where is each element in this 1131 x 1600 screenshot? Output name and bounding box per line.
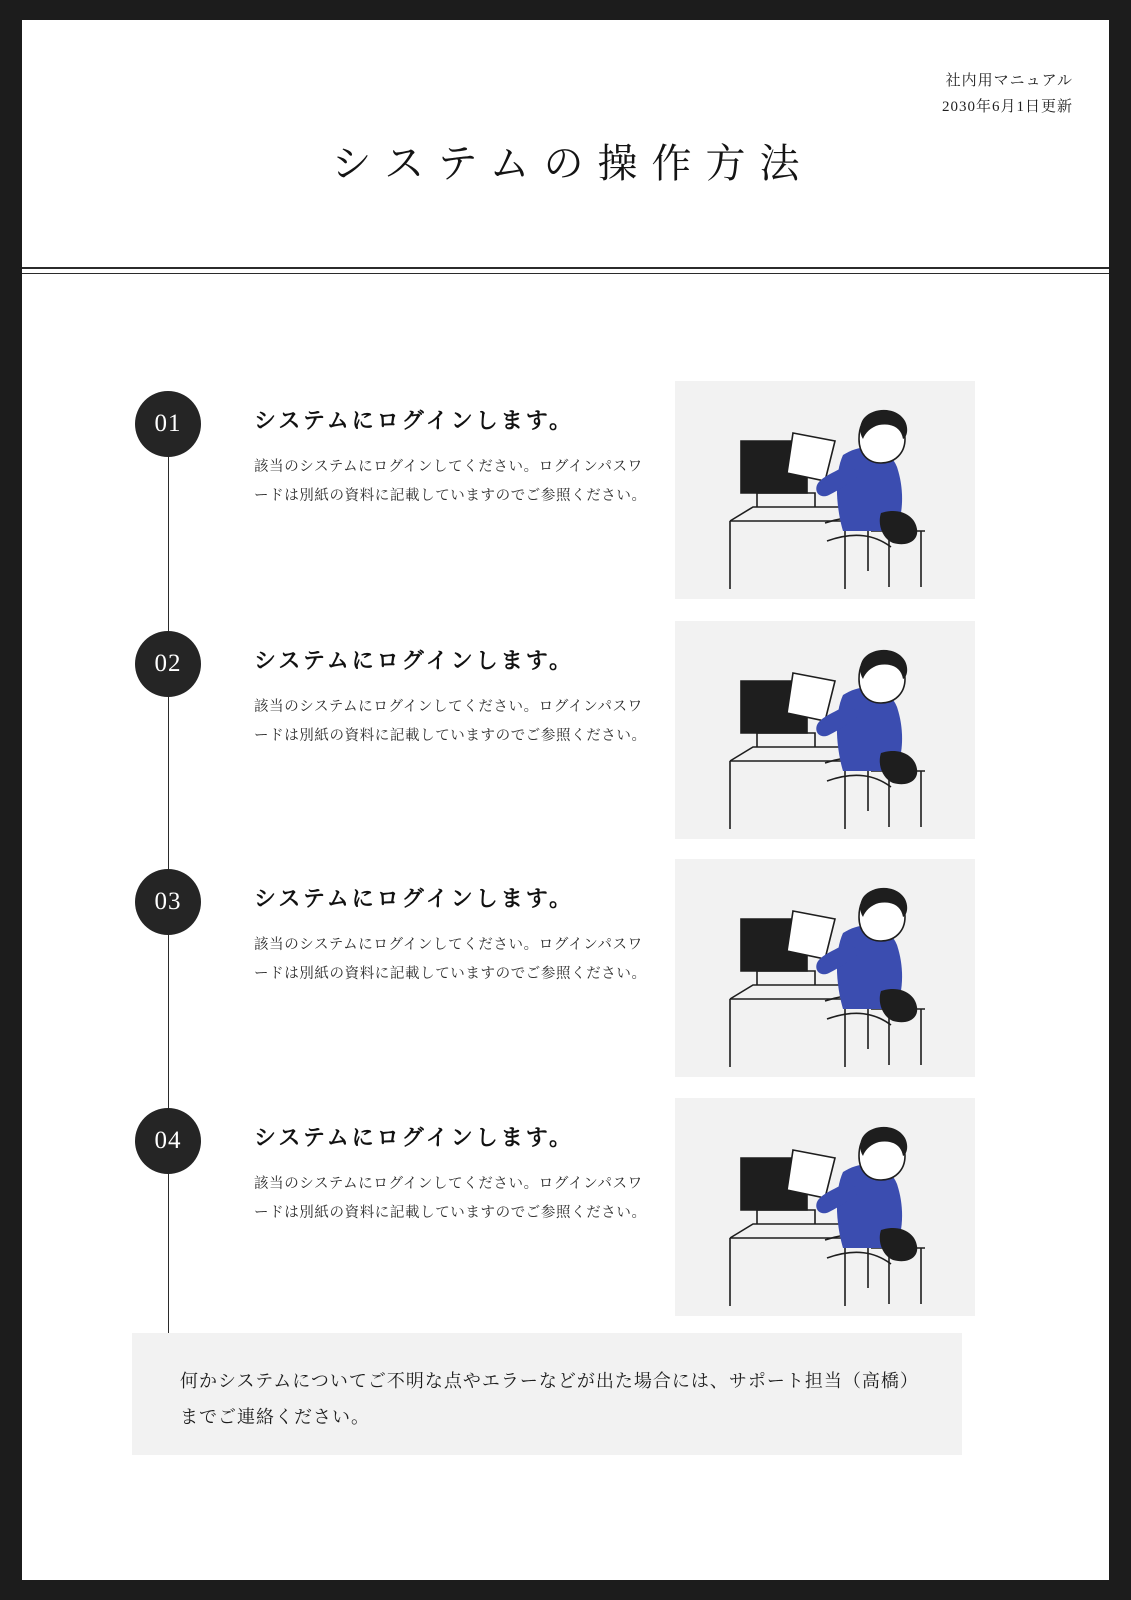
header-divider — [22, 273, 1109, 274]
step-heading: システムにログインします。 — [254, 648, 574, 673]
step-body: 該当のシステムにログインしてください。ログインパスワードは別紙の資料に記載していますのでご参照ください。 — [254, 459, 647, 504]
header-meta — [942, 68, 1073, 121]
step-item — [22, 869, 1109, 1107]
meta-updated-date: 2030年6月1日更新 — [941, 99, 1073, 116]
document-page — [22, 20, 1109, 1580]
person-at-desk-with-laptop-icon — [675, 1098, 975, 1316]
step-body: 該当のシステムにログインしてください。ログインパスワードは別紙の資料に記載していますのでご参照ください。 — [254, 937, 647, 982]
step-item — [22, 391, 1109, 629]
step-number-badge: 01 — [135, 391, 201, 457]
step-item — [22, 1108, 1109, 1346]
step-heading: システムにログインします。 — [254, 1125, 574, 1150]
document-header — [22, 20, 1109, 269]
step-number-badge: 02 — [135, 631, 201, 697]
step-body: 該当のシステムにログインしてください。ログインパスワードは別紙の資料に記載していますのでご参照ください。 — [254, 1176, 647, 1221]
meta-manual-label: 社内用マニュアル — [945, 73, 1073, 89]
person-at-desk-with-laptop-icon — [675, 621, 975, 839]
step-item — [22, 631, 1109, 869]
person-at-desk-with-laptop-icon — [675, 859, 975, 1077]
step-number-badge: 04 — [135, 1108, 201, 1174]
step-heading: システムにログインします。 — [254, 886, 574, 911]
support-note-panel — [132, 1333, 962, 1455]
person-at-desk-with-laptop-icon — [675, 381, 975, 599]
step-body: 該当のシステムにログインしてください。ログインパスワードは別紙の資料に記載していますのでご参照ください。 — [254, 699, 647, 744]
step-number-badge: 03 — [135, 869, 201, 935]
support-note-text: 何かシステムについてご不明な点やエラーなどが出た場合には、サポート担当（高橋）までご連絡ください。 — [180, 1371, 919, 1427]
step-heading: システムにログインします。 — [254, 408, 574, 433]
page-title: システムの操作方法 — [331, 141, 814, 186]
